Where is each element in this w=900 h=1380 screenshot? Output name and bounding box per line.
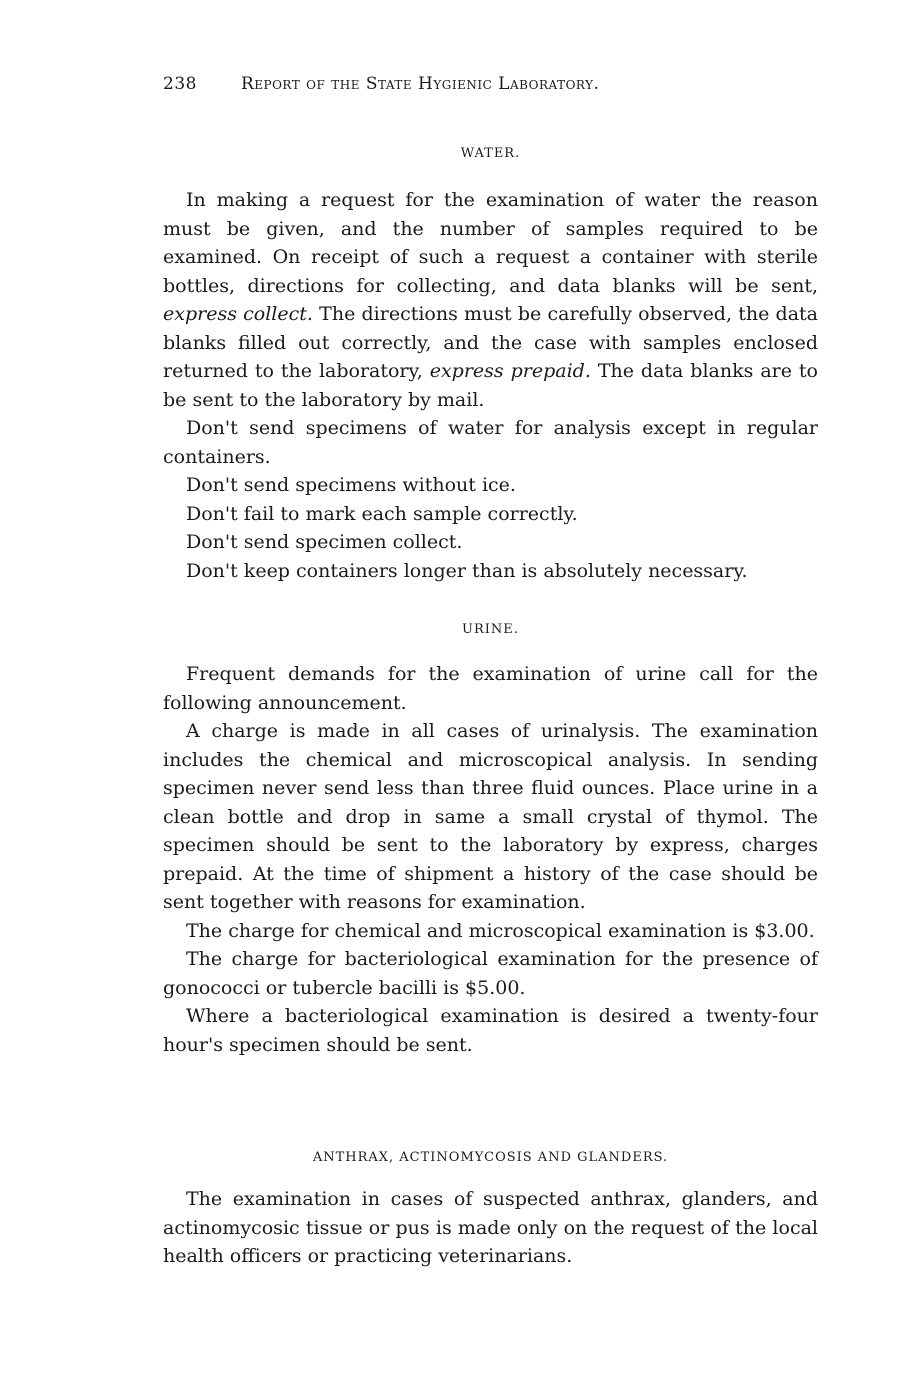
urine-paragraph-4: The charge for bacteriological examination for the presence of gonococci or tubercle bacilli is $5.00. (163, 948, 818, 999)
urine-paragraph-2: A charge is made in all cases of urinalysis. The examination includes the chemical and microscopical analysis. In sending specimen never send less than three fluid ounces. Place urine in a clean bottle and drop in same a small crystal of thymol. The specimen should be sent to the laboratory by express, charges prepaid. At the time of shipment a history of the case should be sent together with reasons for examination. (163, 720, 818, 913)
water-p1-text-e: The data blanks are to be sent to the laboratory by mail. (163, 360, 818, 411)
section-water (163, 186, 818, 585)
section-title-water: WATER. (460, 146, 521, 161)
water-paragraph-6: Don't keep containers longer than is absolutely necessary. (186, 559, 748, 582)
anthrax-paragraph-1: The examination in cases of suspected anthrax, glanders, and actinomycosic tissue or pus is made only on the request of the local health officers or practicing veterinarians. (163, 1188, 818, 1267)
water-paragraph-1 (163, 186, 818, 414)
urine-paragraph-3: The charge for chemical and microscopical examination is $3.00. (186, 919, 815, 942)
water-p1-italic-express-collect: express collect. (163, 303, 313, 325)
urine-paragraph-5: Where a bacteriological examination is desired a twenty-four hour's specimen should be sent. (163, 1005, 818, 1056)
section-title-anthrax: ANTHRAX, ACTINOMYCOSIS AND GLANDERS. (312, 1150, 669, 1165)
section-title-urine: URINE. (462, 622, 519, 637)
water-p1-text-a: In making a request for the examination of water the reason must be given, and the number of samples required to be examined. On receipt of such a request a container with sterile bottles, directions for collecting, and data blanks will be sent, (163, 189, 818, 297)
water-paragraph-3: Don't send specimens without ice. (186, 474, 516, 496)
water-paragraph-5: Don't send specimen collect. (186, 531, 463, 553)
page-number: 238 (163, 74, 197, 94)
urine-paragraph-1: Frequent demands for the examination of urine call for the following announcement. (163, 663, 818, 714)
water-paragraph-4: Don't fail to mark each sample correctly. (186, 502, 578, 525)
running-title: Report of the State Hygienic Laboratory. (240, 74, 600, 94)
page-header (163, 74, 783, 94)
water-p1-italic-express-prepaid: express prepaid. (429, 360, 591, 382)
section-anthrax (163, 1185, 818, 1271)
water-paragraph-2: Don't send specimens of water for analysis except in regular containers. (163, 417, 818, 468)
section-urine (163, 660, 818, 1059)
water-p1-text-c: The directions must be carefully observed, the data blanks filled out correctly, and the case with samples enclosed returned to the laboratory, (163, 303, 818, 382)
